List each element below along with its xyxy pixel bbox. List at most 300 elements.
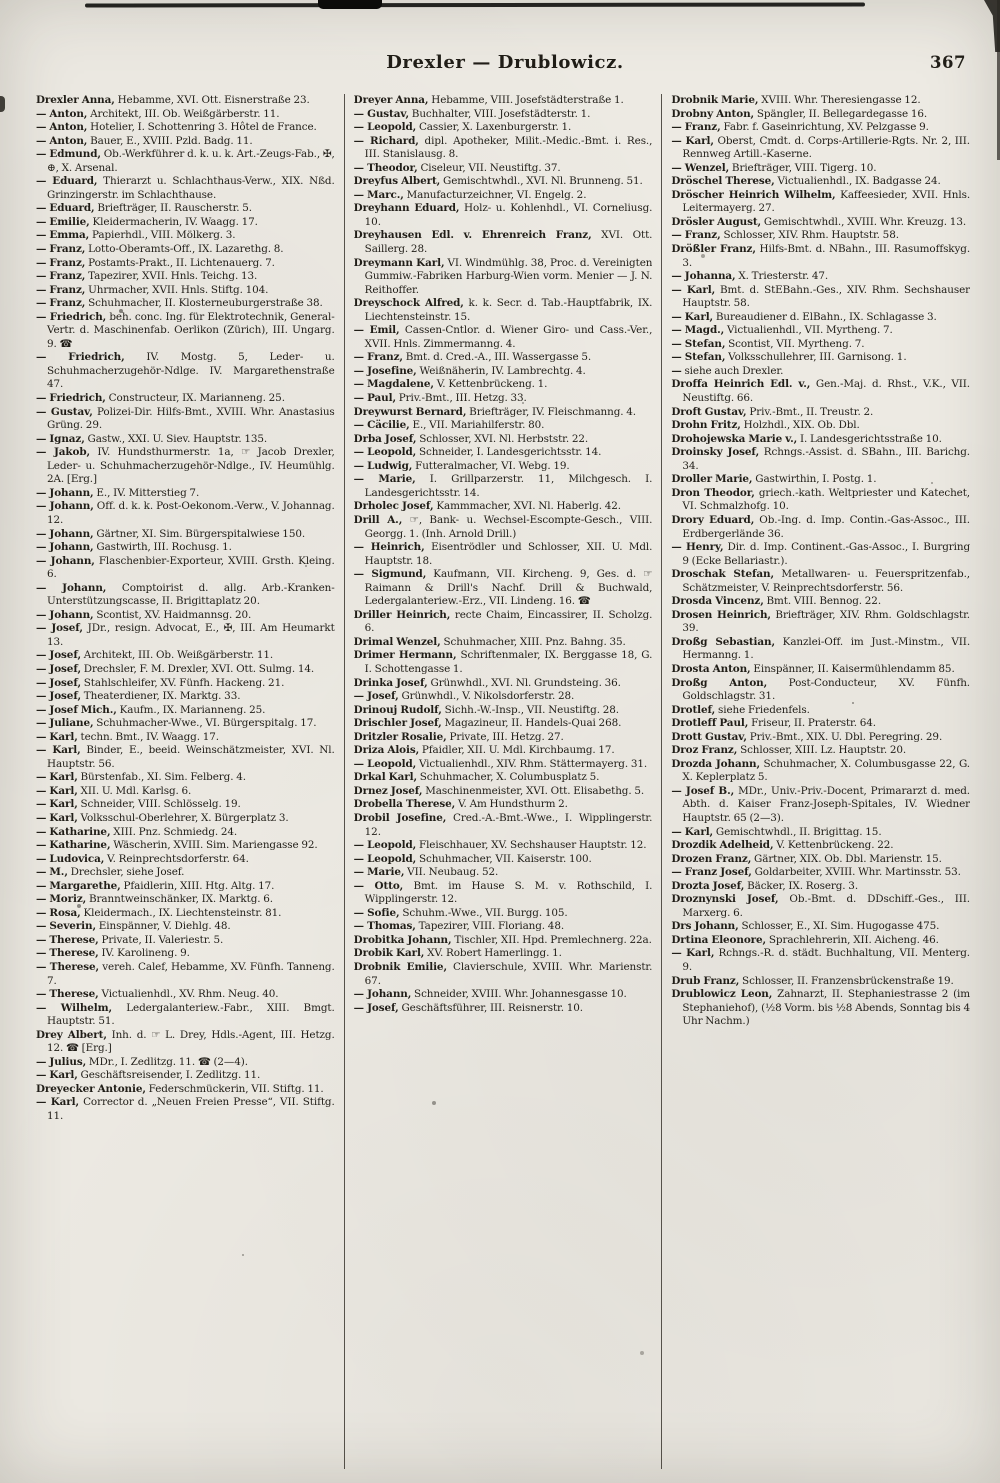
entry-name: Drill A.,: [353, 513, 403, 526]
entry-name: Driller Heinrich,: [353, 608, 451, 621]
entry-name: — Anton,: [36, 134, 88, 147]
entry-name: — Rosa,: [36, 906, 81, 919]
directory-entry: Droßg Anton, Post-Conducteur, XV. Fünfh. Goldschlagstr. 31.: [671, 676, 971, 703]
directory-entry: Drobil Josefine, Cred.-A.-Bmt.-Wwe., I. Wipplingerstr. 12.: [353, 811, 653, 838]
directory-entry: — Emil, Cassen-Cntlor. d. Wiener Giro- und Cass.-Ver., XVII. Hnls. Zimmermanng. 4.: [353, 324, 653, 350]
directory-entry: — Franz Josef, Goldarbeiter, XVIII. Whr. Martinsstr. 53.: [671, 866, 961, 879]
entry-name: Drozta Josef,: [671, 879, 745, 892]
scan-artifact-left-nub: [0, 96, 5, 112]
directory-entry: Drs Johann, Schlosser, E., XI. Sim. Hugogasse 475.: [671, 920, 940, 933]
directory-entry: — Leopold, Victualienhdl., XIV. Rhm. Stättermayerg. 31.: [353, 757, 648, 770]
entry-name: Drozdik Adelheid,: [671, 839, 774, 852]
directory-entry: — Karl, Bureaudiener d. ElBahn., IX. Schlagasse 3.: [671, 310, 937, 323]
directory-entry: — Karl, Bmt. d. StEBahn.-Ges., XIV. Rhm. Sechshauser Hauptstr. 58.: [671, 283, 971, 310]
directory-entry: — Josef, Drechsler, F. M. Drexler, XVI. Ott. Sulmg. 14.: [36, 662, 315, 675]
entry-name: Drinouj Rudolf,: [353, 703, 442, 716]
directory-entry: — Karl, Binder, E., beeid. Weinschätzmeister, XVI. Nl. Hauptstr. 56.: [36, 744, 335, 770]
column-divider-2: [661, 94, 662, 1469]
entry-name: — Josefine,: [353, 364, 417, 377]
entry-name: — Emil,: [353, 324, 400, 337]
directory-entry: Drinka Josef, Grünwhdl., XVI. Nl. Grundsteing. 36.: [353, 676, 621, 689]
entry-name: — Julius,: [36, 1055, 87, 1068]
directory-entry: — Severin, Einspänner, V. Diehlg. 48.: [36, 920, 231, 933]
entry-name: — Marie,: [353, 473, 416, 486]
directory-entry: — Ludovica, V. Reinprechtsdorferstr. 64.: [36, 852, 249, 865]
directory-entry: — Emilie, Kleidermacherin, IV. Waagg. 17.: [36, 215, 258, 228]
entry-name: Drs Johann,: [671, 920, 739, 933]
entry-name: — Marc.,: [353, 188, 404, 201]
running-title: Drexler — Drublowicz.: [386, 52, 624, 73]
directory-entry: Droßg Sebastian, Kanzlei-Off. im Just.-Minstm., VII. Hermanng. 1.: [671, 635, 971, 662]
directory-entry: Dreyer Anna, Hebamme, VIII. Josefstädterstraße 1.: [353, 94, 624, 106]
directory-entry: — Josefine, Weißnäherin, IV. Lambrechtg. 4.: [353, 364, 586, 377]
entry-name: Drotlef,: [671, 703, 716, 716]
directory-entry: Drill A., ☞, Bank- u. Wechsel-Escompte-Gesch., VIII. Georgg. 1. (Inh. Arnold Drill.): [353, 513, 653, 540]
entry-name: — Gustav,: [36, 405, 93, 418]
entry-name: Drosda Vincenz,: [671, 595, 764, 608]
entry-name: — Moriz,: [36, 893, 87, 906]
directory-entry: — Josef Mich., Kaufm., IX. Marianneng. 25.: [36, 703, 266, 716]
directory-entry: Dreyecker Antonie, Federschmückerin, VII. Stiftg. 11.: [36, 1082, 324, 1095]
directory-entry: — Heinrich, Eisentrödler und Schlosser, XII. U. Mdl. Hauptstr. 18.: [353, 541, 653, 567]
directory-entry: Driller Heinrich, recte Chaim, Eincassirer, II. Scholzg. 6.: [353, 608, 653, 635]
entry-name: Drozda Johann,: [671, 757, 761, 770]
directory-entry: — Henry, Dir. d. Imp. Continent.-Gas-Assoc., I. Burgring 9 (Ecke Bellariastr.).: [671, 541, 971, 567]
column-divider-1: [344, 94, 345, 1469]
directory-entry: Drholec Josef, Kammmacher, XVI. Nl. Haberlg. 42.: [353, 500, 621, 513]
entry-name: — Thomas,: [353, 920, 416, 933]
entry-name: Drimal Wenzel,: [353, 635, 441, 648]
directory-entry: Drkal Karl, Schuhmacher, X. Columbusplatz 5.: [353, 771, 600, 784]
entry-name: — Karl,: [36, 730, 78, 743]
directory-entry: Drobik Karl, XV. Robert Hamerlingg. 1.: [353, 947, 562, 960]
entry-name: Dron Theodor,: [671, 486, 755, 499]
directory-entry: — Rosa, Kleidermach., IX. Liechtensteinstr. 81.: [36, 906, 282, 919]
directory-entry: — Therese, IV. Karolineng. 9.: [36, 947, 190, 960]
directory-entry: — Wilhelm, Ledergalanteriew.-Fabr., XIII. Bmgt. Hauptstr. 51.: [36, 1001, 335, 1028]
directory-entry: Dritzler Rosalie, Private, III. Hetzg. 27.: [353, 730, 564, 743]
directory-entry: — Franz, Tapezirer, XVII. Hnls. Teichg. 13.: [36, 270, 258, 283]
entry-name: — Eduard,: [36, 202, 95, 215]
directory-entry: Driza Alois, Pfaidler, XII. U. Mdl. Kirchbaumg. 17.: [353, 744, 615, 757]
scan-noise-specks: [0, 0, 2, 2]
directory-entry: Drischler Josef, Magazineur, II. Handels-Quai 268.: [353, 717, 622, 730]
entry-name: — Karl,: [671, 283, 716, 296]
directory-entry: — M., Drechsler, siehe Josef.: [36, 866, 185, 879]
entry-name: — Edmund,: [36, 148, 101, 161]
scan-artifact-top-blob: [318, 0, 382, 9]
directory-entry: — Franz, Schlosser, XIV. Rhm. Hauptstr. 58.: [671, 229, 899, 242]
entry-name: — Johann,: [36, 486, 94, 499]
directory-entry: — Josef, Grünwhdl., V. Nikolsdorferstr. 28.: [353, 690, 575, 703]
entry-name: — Karl,: [36, 744, 81, 757]
directory-entry: — Thomas, Tapezirer, VIII. Floriang. 48.: [353, 920, 565, 933]
entry-name: — Leopold,: [353, 839, 417, 852]
entry-name: — Sofie,: [353, 906, 400, 919]
directory-entry: — Leopold, Cassier, X. Laxenburgerstr. 1.: [353, 121, 572, 134]
entry-name: — Karl,: [36, 811, 78, 824]
directory-entry: — Cäcilie, E., VII. Mariahilferstr. 80.: [353, 419, 545, 432]
entry-name: — Therese,: [36, 933, 99, 946]
entry-name: — M.,: [36, 866, 68, 879]
directory-entry: — Gustav, Buchhalter, VIII. Josefstädterstr. 1.: [353, 107, 591, 120]
directory-entry: Drotleff Paul, Friseur, II. Praterstr. 64.: [671, 717, 876, 730]
directory-entry: Drobny Anton, Spängler, II. Bellegardegasse 16.: [671, 107, 928, 120]
entry-name: — Johann,: [36, 581, 107, 594]
entry-name: — Leopold,: [353, 121, 417, 134]
entry-name: Droznynski Josef,: [671, 893, 779, 906]
directory-entry: — Johann, Comptoirist d. allg. Arb.-Kranken-Unterstützungscasse, II. Brigittaplatz 20.: [36, 581, 335, 608]
entry-name: — Karl,: [671, 310, 714, 323]
entry-name: — Franz,: [671, 121, 721, 134]
entry-name: — Katharine,: [36, 825, 111, 838]
directory-entry: — Marie, I. Grillparzerstr. 11, Milchgesch. I. Landesgerichtsstr. 14.: [353, 473, 653, 499]
entry-name: — Leopold,: [353, 852, 417, 865]
directory-entry: — Friedrich, beh. conc. Ing. für Elektrotechnik, General-Vertr. d. Maschinenfab. Oerlikon (Zürich), III. Ungarg. 9. ☎: [36, 310, 335, 350]
entry-name: Drinka Josef,: [353, 676, 428, 689]
entry-name: — Karl,: [36, 771, 78, 784]
entry-name: Dreywurst Bernard,: [353, 405, 467, 418]
entry-name: — Karl,: [671, 134, 714, 147]
directory-entry: — Johann, Off. d. k. k. Post-Oekonom.-Verw., V. Johannag. 12.: [36, 500, 335, 526]
entry-name: — Johann,: [36, 608, 94, 621]
directory-entry: — Franz, Uhrmacher, XVII. Hnls. Stiftg. 104.: [36, 283, 269, 296]
entry-name: Drkal Karl,: [353, 771, 417, 784]
directory-entry: Dröschel Therese, Victualienhdl., IX. Badgasse 24.: [671, 175, 941, 188]
entry-name: — Cäcilie,: [353, 419, 410, 432]
entry-name: — Theodor,: [353, 161, 418, 174]
entry-name: — Johanna,: [671, 270, 736, 283]
entry-name: Droschak Stefan,: [671, 568, 774, 581]
directory-entry: — Karl, Geschäftsreisender, I. Zedlitzg. 11.: [36, 1069, 261, 1082]
directory-entry: Droznynski Josef, Ob.-Bmt. d. DDschiff.-Ges., III. Marxerg. 6.: [671, 893, 971, 919]
directory-entry: — Johann, E., IV. Mitterstieg 7.: [36, 486, 200, 499]
entry-name: — Severin,: [36, 920, 96, 933]
directory-entry: — Josef B., MDr., Univ.-Priv.-Docent, Primararzt d. med. Abth. d. Kaiser Franz-Joseph-Spitales, IV. Wiedner Hauptstr. 65 (2—3).: [671, 784, 971, 824]
entry-name: Drba Josef,: [353, 432, 417, 445]
directory-entry: Drtina Eleonore, Sprachlehrerin, XII. Aicheng. 46.: [671, 933, 939, 946]
directory-entry: Drimal Wenzel, Schuhmacher, XIII. Pnz. Bahng. 35.: [353, 635, 626, 648]
directory-entry: — Katharine, XIII. Pnz. Schmiedg. 24.: [36, 825, 238, 838]
directory-entry: Drobnik Marie, XVIII. Whr. Theresiengasse 12.: [671, 94, 921, 106]
directory-entry: — Emma, Papierhdl., VIII. Mölkerg. 3.: [36, 229, 236, 242]
directory-entry: — Karl, Corrector d. „Neuen Freien Presse“, VII. Stiftg. 11.: [36, 1096, 335, 1123]
entry-name: — Magdalene,: [353, 378, 434, 391]
entry-name: — Franz,: [671, 229, 721, 242]
entry-name: Drösler August,: [671, 215, 762, 228]
directory-entry: Drory Eduard, Ob.-Ing. d. Imp. Contin.-Gas-Assoc., III. Erdbergerlände 36.: [671, 513, 971, 540]
entry-name: — Friedrich,: [36, 351, 125, 364]
directory-entry: — Franz, Schuhmacher, II. Klosterneuburgerstraße 38.: [36, 297, 323, 310]
entry-name: — Heinrich,: [353, 541, 425, 554]
entry-name: — Karl,: [671, 825, 714, 838]
directory-entry: Drozdik Adelheid, V. Kettenbrückeng. 22.: [671, 839, 894, 852]
entry-name: Drub Franz,: [671, 974, 740, 987]
directory-entry: — siehe auch Drexler.: [671, 364, 784, 377]
entry-name: Drohn Fritz,: [671, 419, 741, 432]
directory-entry: — Juliane, Schuhmacher-Wwe., VI. Bürgerspitalg. 17.: [36, 717, 317, 730]
directory-entry: — Moriz, Branntweinschänker, IX. Marktg. 6.: [36, 893, 273, 906]
entry-name: — Karl,: [671, 947, 715, 960]
directory-entry: — Sigmund, Kaufmann, VII. Kircheng. 9, Ges. d. ☞ Raimann & Drill's Nachf. Drill & Buchwald, Ledergalanteriew.-Erz., VII. Lindeng. 16. ☎: [353, 568, 653, 608]
entry-name: — Richard,: [353, 134, 419, 147]
entry-name: Dreyecker Antonie,: [36, 1082, 146, 1095]
entry-name: Droßg Anton,: [671, 676, 768, 689]
entry-name: Drößler Franz,: [671, 243, 756, 256]
directory-entry: Droinsky Josef, Rchngs.-Assist. d. SBahn., III. Barichg. 34.: [671, 446, 971, 472]
entry-name: — Josef,: [36, 622, 83, 635]
directory-entry: Drößler Franz, Hilfs-Bmt. d. NBahn., III. Rasumoffskyg. 3.: [671, 243, 971, 269]
entry-name: Drnez Josef,: [353, 784, 423, 797]
entry-name: Dreyschock Alfred,: [353, 297, 464, 310]
entry-name: — Paul,: [353, 392, 396, 405]
entry-name: — Sigmund,: [353, 568, 427, 581]
entry-name: — Josef,: [36, 690, 81, 703]
directory-entry: — Leopold, Fleischhauer, XV. Sechshauser Hauptstr. 12.: [353, 839, 647, 852]
directory-entry: Droft Gustav, Priv.-Bmt., II. Treustr. 2.: [671, 405, 874, 418]
directory-entry: Drosen Heinrich, Briefträger, XIV. Rhm. Goldschlagstr. 39.: [671, 608, 971, 635]
directory-entry: — Wenzel, Briefträger, VIII. Tigerg. 10.: [671, 161, 877, 174]
directory-entry: Drozen Franz, Gärtner, XIX. Ob. Dbl. Marienstr. 15.: [671, 852, 942, 865]
directory-entry: Dreyhausen Edl. v. Ehrenreich Franz, XVI. Ott. Saillerg. 28.: [353, 229, 653, 256]
directory-entry: — Johann, Gärtner, XI. Sim. Bürgerspitalwiese 150.: [36, 527, 306, 540]
directory-entry: Drexler Anna, Hebamme, XVI. Ott. Eisnerstraße 23.: [36, 94, 310, 106]
entry-name: — Gustav,: [353, 107, 409, 120]
entry-name: — Eduard,: [36, 175, 98, 188]
entry-name: — Friedrich,: [36, 310, 107, 323]
directory-entry: — Stefan, Volksschullehrer, III. Garnisong. 1.: [671, 351, 907, 364]
directory-entry: Drimer Hermann, Schriftenmaler, IX. Berggasse 18, G. I. Schottengasse 1.: [353, 649, 653, 675]
entry-name: Drory Eduard,: [671, 513, 755, 526]
directory-entry: — Magdalene, V. Kettenbrückeng. 1.: [353, 378, 548, 391]
directory-entry: — Franz, Fabr. f. Gaseinrichtung, XV. Pelzgasse 9.: [671, 121, 929, 134]
entry-name: — Friedrich,: [36, 392, 106, 405]
entry-name: Drozen Franz,: [671, 852, 752, 865]
directory-entry: — Jakob, IV. Hundsthurmerstr. 1a, ☞ Jacob Drexler, Leder- u. Schuhmacherzugehör-Ndlge., IV. Heumühlg. 2A. [Erg.]: [36, 446, 335, 486]
entry-name: — Otto,: [353, 879, 404, 892]
directory-entry: — Stefan, Scontist, VII. Myrtheng. 7.: [671, 337, 865, 350]
entry-name: Drobik Karl,: [353, 947, 425, 960]
directory-entry: — Eduard, Thierarzt u. Schlachthaus-Verw., XIX. Nßd. Grinzingerstr. im Schlachthause.: [36, 175, 335, 201]
directory-entry: Drotlef, siehe Friedenfels.: [671, 703, 810, 716]
directory-entry: Drublowicz Leon, Zahnarzt, II. Stephaniestrasse 2 (im Stephaniehof), (½8 Vorm. bis ½8 Abends, Sonntag bis 4 Uhr Nachm.): [671, 988, 971, 1028]
entry-name: — Karl,: [36, 1069, 78, 1082]
entry-name: Drey Albert,: [36, 1028, 107, 1041]
directory-entry: Dreyschock Alfred, k. k. Secr. d. Tab.-Hauptfabrik, IX. Liechtensteinstr. 15.: [353, 297, 653, 323]
directory-entry: — Josef, Architekt, III. Ob. Weißgärberstr. 11.: [36, 649, 274, 662]
entry-name: — Josef,: [353, 1001, 399, 1014]
directory-entry: — Leopold, Schneider, I. Landesgerichtsstr. 14.: [353, 446, 602, 459]
entry-name: Dreyer Anna,: [353, 94, 429, 106]
entry-name: — Magd.,: [671, 324, 725, 337]
directory-entry: — Karl, Schneider, VIII. Schlösselg. 19.: [36, 798, 241, 811]
directory-entry: — Johanna, X. Triesterstr. 47.: [671, 270, 829, 283]
entry-name: Drublowicz Leon,: [671, 988, 773, 1001]
directory-entry: Dreyhann Eduard, Holz- u. Kohlenhdl., VI. Corneliusg. 10.: [353, 202, 653, 228]
directory-entry: Drobella Therese, V. Am Hundsthurm 2.: [353, 798, 568, 811]
entry-name: — Anton,: [36, 121, 88, 134]
entry-name: — Johann,: [36, 554, 95, 567]
directory-entry: — Marie, VII. Neubaug. 52.: [353, 866, 499, 879]
directory-entry: — Margarethe, Pfaidlerin, XIII. Htg. Altg. 17.: [36, 879, 275, 892]
entry-name: Drobnik Marie,: [671, 94, 759, 106]
entry-name: Drexler Anna,: [36, 94, 115, 106]
directory-entry: Drey Albert, Inh. d. ☞ L. Drey, Hdls.-Agent, III. Hetzg. 12. ☎ [Erg.]: [36, 1028, 335, 1055]
entry-name: — Wenzel,: [671, 161, 730, 174]
entry-name: — Johann,: [353, 988, 412, 1001]
entry-name: — Franz,: [36, 243, 86, 256]
directory-column-3: [671, 94, 970, 1469]
directory-entry: — Leopold, Schuhmacher, VII. Kaiserstr. 100.: [353, 852, 592, 865]
entry-name: — Stefan,: [671, 337, 726, 350]
directory-entry: — Ludwig, Futteralmacher, VI. Webg. 19.: [353, 459, 570, 472]
entry-name: — Johann,: [36, 500, 94, 513]
directory-entry: — Josef, Geschäftsführer, III. Reisnerstr. 10.: [353, 1001, 583, 1014]
directory-entry: — Richard, dipl. Apotheker, Milit.-Medic.-Bmt. i. Res., III. Stanislausg. 8.: [353, 134, 653, 161]
directory-entry: Drba Josef, Schlosser, XVI. Nl. Herbststr. 22.: [353, 432, 589, 445]
directory-entry: Drohojewska Marie v., I. Landesgerichtsstraße 10.: [671, 432, 942, 445]
entry-name: Droft Gustav,: [671, 405, 747, 418]
entry-name: Drtina Eleonore,: [671, 933, 767, 946]
entry-name: — Franz Josef,: [671, 866, 752, 879]
directory-entry: Droller Marie, Gastwirthin, I. Postg. 1.: [671, 473, 877, 486]
directory-columns: [36, 94, 970, 1469]
directory-entry: — Therese, vereh. Calef, Hebamme, XV. Fünfh. Tanneng. 7.: [36, 961, 335, 987]
entry-name: Drobil Josefine,: [353, 811, 447, 824]
entry-name: — Emma,: [36, 229, 90, 242]
directory-entry: — Eduard, Briefträger, II. Rauscherstr. 5.: [36, 202, 253, 215]
entry-name: Drobella Therese,: [353, 798, 456, 811]
directory-entry: — Marc., Manufacturzeichner, VI. Engelg. 2.: [353, 188, 587, 201]
directory-entry: — Franz, Lotto-Oberamts-Off., IX. Lazarethg. 8.: [36, 243, 284, 256]
entry-name: — Karl,: [36, 784, 78, 797]
entry-name: Dritzler Rosalie,: [353, 730, 447, 743]
directory-entry: — Katharine, Wäscherin, XVIII. Sim. Mariengasse 92.: [36, 839, 318, 852]
entry-name: Drohojewska Marie v.,: [671, 432, 798, 445]
entry-name: — Josef,: [36, 676, 81, 689]
directory-entry: Droz Franz, Schlosser, XIII. Lz. Hauptstr. 20.: [671, 744, 907, 757]
directory-entry: Dröscher Heinrich Wilhelm, Kaffeesieder, XVII. Hnls. Leitermayerg. 27.: [671, 188, 971, 215]
directory-entry: Dron Theodor, griech.-kath. Weltpriester und Katechet, VI. Schmalzhofg. 10.: [671, 486, 971, 513]
entry-name: — Henry,: [671, 541, 724, 554]
directory-entry: — Karl, XII. U. Mdl. Karlsg. 6.: [36, 784, 192, 797]
directory-entry: — Josef, Theaterdiener, IX. Marktg. 33.: [36, 690, 241, 703]
directory-entry: Drozta Josef, Bäcker, IX. Roserg. 3.: [671, 879, 859, 892]
directory-entry: — Friedrich, Constructeur, IX. Marianneng. 25.: [36, 392, 285, 405]
entry-name: Droßg Sebastian,: [671, 635, 776, 648]
entry-name: Drobnik Emilie,: [353, 961, 447, 973]
directory-entry: — Anton, Architekt, III. Ob. Weißgärberstr. 11.: [36, 107, 280, 120]
directory-entry: Drobitka Johann, Tischler, XII. Hpd. Premlechnerg. 22a.: [353, 933, 652, 946]
directory-entry: — Ignaz, Gastw., XXI. U. Siev. Hauptstr. 135.: [36, 432, 268, 445]
entry-name: — Franz,: [36, 283, 86, 296]
entry-name: — Franz,: [36, 297, 86, 310]
entry-name: Drobitka Johann,: [353, 933, 452, 946]
directory-entry: — Theodor, Ciseleur, VII. Neustiftg. 37.: [353, 161, 561, 174]
entry-name: Drosen Heinrich,: [671, 608, 771, 621]
entry-name: Droz Franz,: [671, 744, 738, 757]
directory-entry: — Franz, Bmt. d. Cred.-A., III. Wassergasse 5.: [353, 351, 592, 364]
entry-name: Droffa Heinrich Edl. v.,: [671, 378, 811, 391]
directory-entry: — Magd., Victualienhdl., VII. Myrtheng. 7.: [671, 324, 893, 337]
directory-entry: — Josef, Stahlschleifer, XV. Fünfh. Hackeng. 21.: [36, 676, 285, 689]
entry-name: Droinsky Josef,: [671, 446, 760, 459]
entry-name: — Josef B.,: [671, 784, 735, 797]
scan-artifact-top-line: [85, 2, 865, 7]
entry-name: — Emilie,: [36, 215, 90, 228]
directory-entry: — Otto, Bmt. im Hause S. M. v. Rothschild, I. Wipplingerstr. 12.: [353, 879, 653, 906]
entry-name: Drholec Josef,: [353, 500, 434, 513]
directory-entry: — Johann, Scontist, XV. Haidmannsg. 20.: [36, 608, 252, 621]
entry-name: — Therese,: [36, 947, 99, 960]
directory-entry: — Therese, Private, II. Valeriestr. 5.: [36, 933, 224, 946]
entry-name: — Therese,: [36, 961, 100, 973]
entry-name: — Wilhelm,: [36, 1001, 113, 1014]
directory-entry: Drub Franz, Schlosser, II. Franzensbrückenstraße 19.: [671, 974, 954, 987]
directory-entry: Dreyfus Albert, Gemischtwhdl., XVI. Nl. Brunneng. 51.: [353, 175, 643, 188]
entry-name: — Ludovica,: [36, 852, 105, 865]
directory-entry: Drobnik Emilie, Clavierschule, XVIII. Whr. Marienstr. 67.: [353, 961, 653, 987]
directory-entry: — Paul, Priv.-Bmt., III. Hetzg. 33.: [353, 392, 527, 405]
entry-name: — Ignaz,: [36, 432, 85, 445]
directory-entry: — Julius, MDr., I. Zedlitzg. 11. ☎ (2—4).: [36, 1055, 248, 1068]
directory-entry: — Karl, Oberst, Cmdt. d. Corps-Artillerie-Rgts. Nr. 2, III. Rennweg Artill.-Kaserne.: [671, 134, 971, 161]
page-header: [38, 52, 972, 84]
page-number: 367: [930, 53, 966, 72]
directory-entry: — Friedrich, IV. Mostg. 5, Leder- u. Schuhmacherzugehör-Ndlge. IV. Margarethenstraße 47.: [36, 351, 335, 391]
directory-entry: — Anton, Bauer, E., XVIII. Pzld. Badg. 11.: [36, 134, 253, 147]
entry-name: — Jakob,: [36, 446, 91, 459]
entry-name: — Franz,: [36, 270, 86, 283]
entry-name: —: [671, 364, 682, 377]
entry-name: Dreyhausen Edl. v. Ehrenreich Franz,: [353, 229, 592, 242]
entry-name: Dröscher Heinrich Wilhelm,: [671, 188, 836, 201]
entry-name: — Franz,: [36, 256, 86, 269]
entry-name: — Josef Mich.,: [36, 703, 117, 716]
directory-entry: — Karl, Bürstenfab., XI. Sim. Felberg. 4.: [36, 771, 246, 784]
entry-name: — Juliane,: [36, 717, 94, 730]
directory-entry: — Josef, JDr., resign. Advocat, E., ✠, III. Am Heumarkt 13.: [36, 622, 335, 648]
directory-entry: Drosta Anton, Einspänner, II. Kaisermühlendamm 85.: [671, 662, 955, 675]
entry-name: Drott Gustav,: [671, 730, 747, 743]
directory-entry: — Franz, Postamts-Prakt., II. Lichtenauerg. 7.: [36, 256, 275, 269]
directory-entry: — Karl, Rchngs.-R. d. städt. Buchhaltung, VII. Menterg. 9.: [671, 947, 971, 973]
directory-entry: — Karl, Gemischtwhdl., II. Brigittag. 15.: [671, 825, 882, 838]
directory-entry: — Karl, techn. Bmt., IV. Waagg. 17.: [36, 730, 219, 743]
entry-name: Drischler Josef,: [353, 717, 442, 730]
entry-name: — Anton,: [36, 107, 88, 120]
entry-name: — Stefan,: [671, 351, 726, 364]
directory-entry: — Johann, Gastwirth, III. Rochusg. 1.: [36, 541, 232, 554]
directory-column-2: [354, 94, 653, 1469]
entry-name: — Johann,: [36, 527, 94, 540]
entry-name: — Margarethe,: [36, 879, 121, 892]
entry-name: — Leopold,: [353, 757, 417, 770]
directory-entry: — Karl, Volksschul-Oberlehrer, X. Bürgerplatz 3.: [36, 811, 289, 824]
directory-entry: — Johann, Schneider, XVIII. Whr. Johannesgasse 10.: [353, 988, 627, 1001]
entry-name: — Katharine,: [36, 839, 111, 852]
entry-name: — Ludwig,: [353, 459, 413, 472]
entry-name: Driza Alois,: [353, 744, 420, 757]
entry-name: — Karl,: [36, 798, 78, 811]
directory-entry: Drozda Johann, Schuhmacher, X. Columbusgasse 22, G. X. Keplerplatz 5.: [671, 757, 971, 784]
directory-entry: — Johann, Flaschenbier-Exporteur, XVIII. Grsth. Kleing. 6.: [36, 554, 335, 581]
entry-name: Dreyfus Albert,: [353, 175, 441, 188]
entry-name: — Therese,: [36, 988, 99, 1001]
entry-name: Drobny Anton,: [671, 107, 755, 120]
entry-name: Dröschel Therese,: [671, 175, 775, 188]
entry-name: Drosta Anton,: [671, 662, 751, 675]
